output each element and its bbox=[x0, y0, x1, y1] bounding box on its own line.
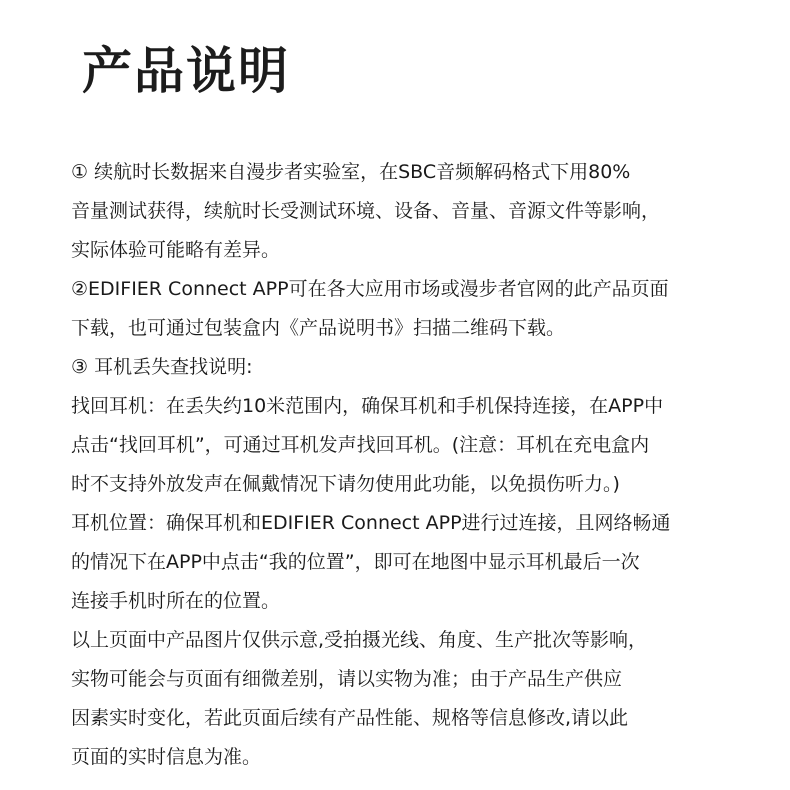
text-line: ②EDIFIER Connect APP可在各大应用市场或漫步者官网的此产品页面 bbox=[71, 278, 669, 300]
text-line: ① 续航时长数据来自漫步者实验室，在SBC音频解码格式下用80% bbox=[71, 161, 631, 183]
text-line: 实际体验可能略有差异。 bbox=[71, 239, 281, 261]
text-line: ③ 耳机丢失查找说明: bbox=[71, 356, 253, 378]
text-line: 音量测试获得，续航时长受测试环境、设备、音量、音源文件等影响， bbox=[71, 200, 661, 222]
text-line: 以上页面中产品图片仅供示意,受拍摄光线、角度、生产批次等影响， bbox=[71, 629, 648, 651]
text-line: 页面的实时信息为准。 bbox=[71, 746, 262, 768]
text-line: 耳机位置：确保耳机和EDIFIER Connect APP进行过连接，且网络畅通 bbox=[71, 512, 671, 534]
text-line: 找回耳机：在丢失约10米范围内，确保耳机和手机保持连接，在APP中 bbox=[71, 395, 664, 417]
description-text bbox=[71, 153, 771, 777]
text-line: 连接手机时所在的位置。 bbox=[71, 590, 281, 612]
text-line: 的情况下在APP中点击“我的位置”，即可在地图中显示耳机最后一次 bbox=[71, 551, 640, 573]
text-line: 因素实时变化，若此页面后续有产品性能、规格等信息修改,请以此 bbox=[71, 707, 629, 729]
text-line: 时不支持外放发声在佩戴情况下请勿使用此功能，以免损伤听力。) bbox=[71, 473, 620, 495]
text-line: 点击“找回耳机”，可通过耳机发声找回耳机。(注意：耳机在充电盒内 bbox=[71, 434, 650, 456]
text-line: 实物可能会与页面有细微差别，请以实物为准；由于产品生产供应 bbox=[71, 668, 623, 690]
text-line: 下载，也可通过包装盒内《产品说明书》扫描二维码下载。 bbox=[71, 317, 566, 339]
page-title: 产品说明 bbox=[82, 42, 290, 100]
